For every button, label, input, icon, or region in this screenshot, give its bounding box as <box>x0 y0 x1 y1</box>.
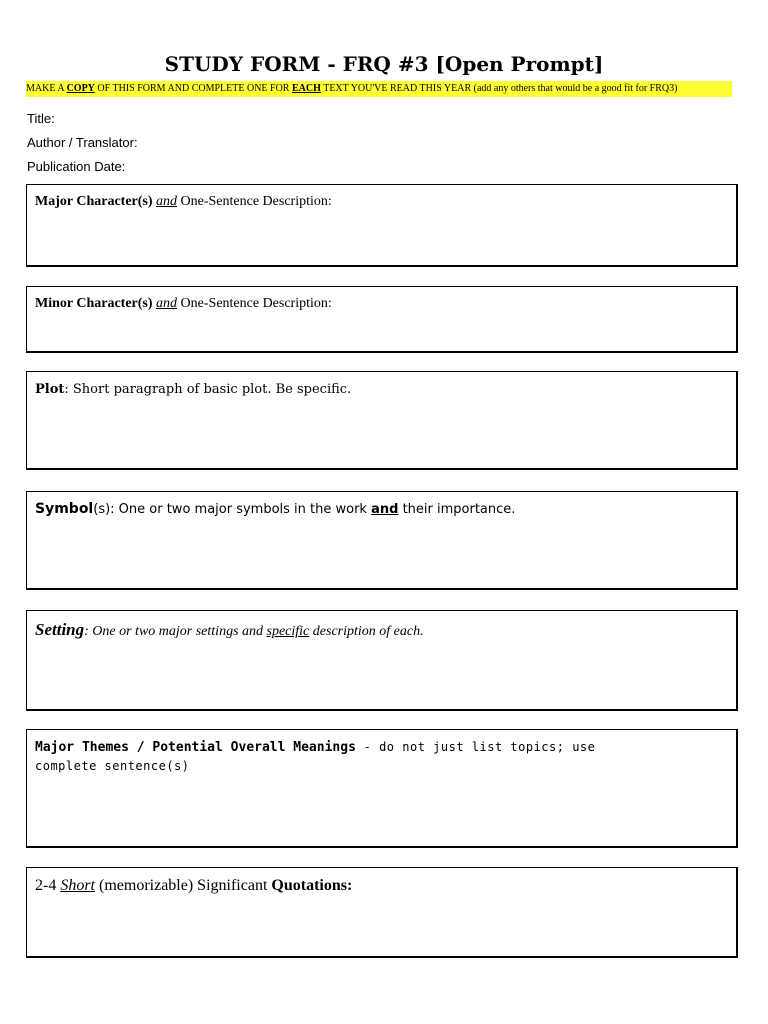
plot-label <box>35 382 351 397</box>
setting-text-1: : One or two major settings and <box>84 624 267 639</box>
themes-text-1: - do not just list topics; use <box>355 740 596 754</box>
quotes-text-2: (memorizable) Significant <box>95 877 272 894</box>
publication-date-label: Publication Date: <box>27 159 126 174</box>
minor-and: and <box>156 296 178 311</box>
minor-characters-label <box>35 296 332 312</box>
major-and: and <box>156 194 178 209</box>
quotes-short: Short <box>60 877 95 894</box>
themes-bold: Major Themes / Potential Overall Meanings <box>35 740 356 755</box>
instr-text-3: TEXT YOU'VE READ THIS YEAR (add any others that would be a good fit for FRQ3) <box>320 83 678 94</box>
themes-box[interactable] <box>26 729 738 848</box>
setting-bold: Setting <box>35 620 85 639</box>
setting-box[interactable] <box>26 610 738 711</box>
title-label: Title: <box>27 111 55 126</box>
symbol-label <box>35 501 515 517</box>
instr-text-1: MAKE A <box>26 83 67 94</box>
instr-each-word: EACH <box>291 83 321 94</box>
major-characters-label <box>35 194 332 210</box>
setting-label <box>35 620 424 640</box>
plot-box[interactable] <box>26 371 738 470</box>
symbol-text-1: (s): One or two major symbols in the work <box>93 502 372 517</box>
symbol-text-2: their importance. <box>398 502 516 517</box>
symbol-box[interactable] <box>26 491 738 590</box>
themes-line-1 <box>35 738 595 757</box>
symbol-bold: Symbol <box>35 501 94 517</box>
minor-rest: One-Sentence Description: <box>177 296 332 311</box>
minor-bold: Minor Character(s) <box>35 296 153 311</box>
instr-copy-word: COPY <box>66 83 95 94</box>
quotations-box[interactable] <box>26 867 738 958</box>
major-rest: One-Sentence Description: <box>177 194 332 209</box>
author-label: Author / Translator: <box>27 135 138 150</box>
quotations-label <box>35 877 352 895</box>
symbol-and: and <box>371 502 399 517</box>
quotes-bold: Quotations: <box>271 877 353 894</box>
major-bold: Major Character(s) <box>35 194 153 209</box>
page-title: STUDY FORM - FRQ #3 [Open Prompt] <box>164 52 604 76</box>
setting-text-2: description of each. <box>309 624 424 639</box>
quotes-text-1: 2-4 <box>35 877 61 894</box>
plot-bold: Plot <box>35 382 65 397</box>
plot-rest: : Short paragraph of basic plot. Be specific. <box>64 382 352 397</box>
major-characters-box[interactable] <box>26 184 738 267</box>
themes-label <box>35 738 595 775</box>
minor-characters-box[interactable] <box>26 286 738 353</box>
setting-specific: specific <box>266 624 310 639</box>
instr-text-2: OF THIS FORM AND COMPLETE ONE FOR <box>94 83 292 94</box>
instructions-banner <box>26 81 732 97</box>
themes-text-2: complete sentence(s) <box>35 759 190 773</box>
